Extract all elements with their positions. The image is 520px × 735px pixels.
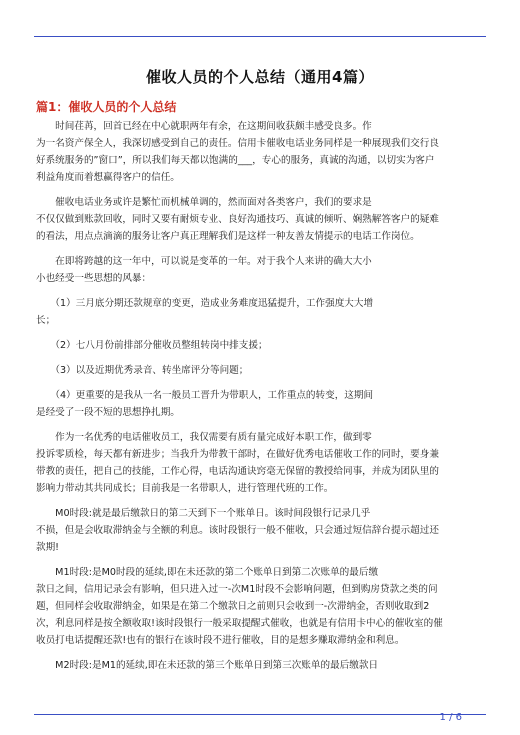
paragraph-line: 在即将跨越的这一年中，可以说是变革的一年。对于我个人来讲的确大大小 (36, 256, 372, 267)
paragraph-line: （4）更重要的是我从一名一般员工晋升为带职人，工作重点的转变，这期间 (36, 390, 374, 401)
paragraph-line: 长； (36, 315, 56, 326)
body-paragraph (36, 253, 486, 287)
paragraph-line: 催收电话业务或许是繁忙而机械单调的，然而面对各类客户，我们的要求是 (36, 197, 372, 208)
paragraph-line: 收员打电话提醒还款!也有的银行在该时段不进行催收，目的是想多赚取滞纳金和利息。 (36, 635, 405, 646)
paragraph-line: 不仅仅做到账款回收，同时又要有耐烦专业、良好沟通技巧、真诚的倾听、娴熟解答客户的疑难 (36, 214, 439, 225)
paragraph-line: 影响力带动其共同成长；目前我是一名带职人，进行管理代班的工作。 (36, 483, 334, 494)
body-paragraph (36, 295, 486, 329)
header-rule (34, 36, 486, 37)
paragraph-line: 次，利息同样是按全额收取!该时段银行一般采取提醒式催收，也就是有信用卡中心的催收室的催 (36, 618, 443, 629)
paragraph-line: 款日之间，信用记录会有影响，但只进入过一-次M1时段不会影响问题，但到购房贷款之类的问 (36, 584, 438, 595)
paragraph-line: （3）以及近期优秀录音、转坐席评分等问题； (36, 365, 249, 376)
paragraph-line: 利益角度而着想赢得客户的信任。 (36, 172, 180, 183)
paragraph-line: 小也经受一些思想的风暴： (36, 273, 152, 284)
paragraph-line: M2时段:是M1的延续,即在未还款的第三个账单日到第三次账单的最后缴款日 (36, 660, 379, 671)
body-paragraph (36, 657, 486, 674)
paragraph-line: M1时段:是M0时段的延续,即在未还款的第二个账单日到第二次账单的最后缴 (36, 567, 379, 578)
paragraph-line: 带教的责任，把自己的技能，工作心得，电话沟通诀窍毫无保留的教授给同事，并成为团队里的 (36, 466, 439, 477)
paragraph-line: 作为一名优秀的电话催收员工，我仅需要有质有量完成好本职工作，做到零 (36, 432, 372, 443)
body-paragraph (36, 505, 486, 556)
paragraph-line: 不损，但是会收取滞纳金与全额的利息。该时段银行一般不催收，只会通过短信辞台提示超过还 (36, 525, 439, 536)
section-heading: 篇1：催收人员的个人总结 (36, 100, 177, 114)
body-paragraph (36, 194, 486, 245)
document-body (36, 118, 486, 682)
paragraph-line: 款期! (36, 542, 60, 553)
paragraph-line: 时间荏苒，回首已经在中心就职两年有余，在这期间收获颇丰感受良多。作 (36, 121, 372, 132)
paragraph-line: 的看法，用点点滴滴的服务让客户真正理解我们是这样一种友善友情提示的电话工作岗位。 (36, 231, 420, 242)
body-paragraph (36, 118, 486, 186)
body-paragraph (36, 564, 486, 649)
document-title: 催收人员的个人总结（通用4篇） (146, 68, 374, 86)
paragraph-line: 是经受了一段不短的思想挣扎期。 (36, 407, 180, 418)
paragraph-line: （2）七八月份前排部分催收员整组转岗中排支援； (36, 340, 268, 351)
paragraph-line: M0时段:就是最后缴款日的第二天到下一个账单日。该时间段银行记录几乎 (36, 508, 371, 519)
body-paragraph (36, 362, 486, 379)
page-number: 1 / 6 (439, 712, 462, 723)
body-paragraph (36, 387, 486, 421)
paragraph-line: 投诉零质检，每天都有新进步；当我升为带教干部时，在做好优秀电话催收工作的同时，要身兼 (36, 449, 439, 460)
paragraph-line: 好系统服务的”窗口”，所以我们每天都以饱满的___，专心的服务，真诚的沟通，以切实为客户 (36, 155, 435, 166)
body-paragraph (36, 429, 486, 497)
paragraph-line: （1）三月底分期还款规章的变更，造成业务难度迅猛提升，工作强度大大增 (36, 298, 374, 309)
paragraph-line: 题，但同样会收取滞纳金，如果是在第二个缴款日之前则只会收到一-次滞纳金，否则收取到2 (36, 601, 430, 612)
body-paragraph (36, 337, 486, 354)
footer-rule (34, 714, 486, 715)
paragraph-line: 为一名资产保全人，我深切感受到自己的责任。信用卡催收电话业务同样是一种展现我们交行良 (36, 138, 439, 149)
